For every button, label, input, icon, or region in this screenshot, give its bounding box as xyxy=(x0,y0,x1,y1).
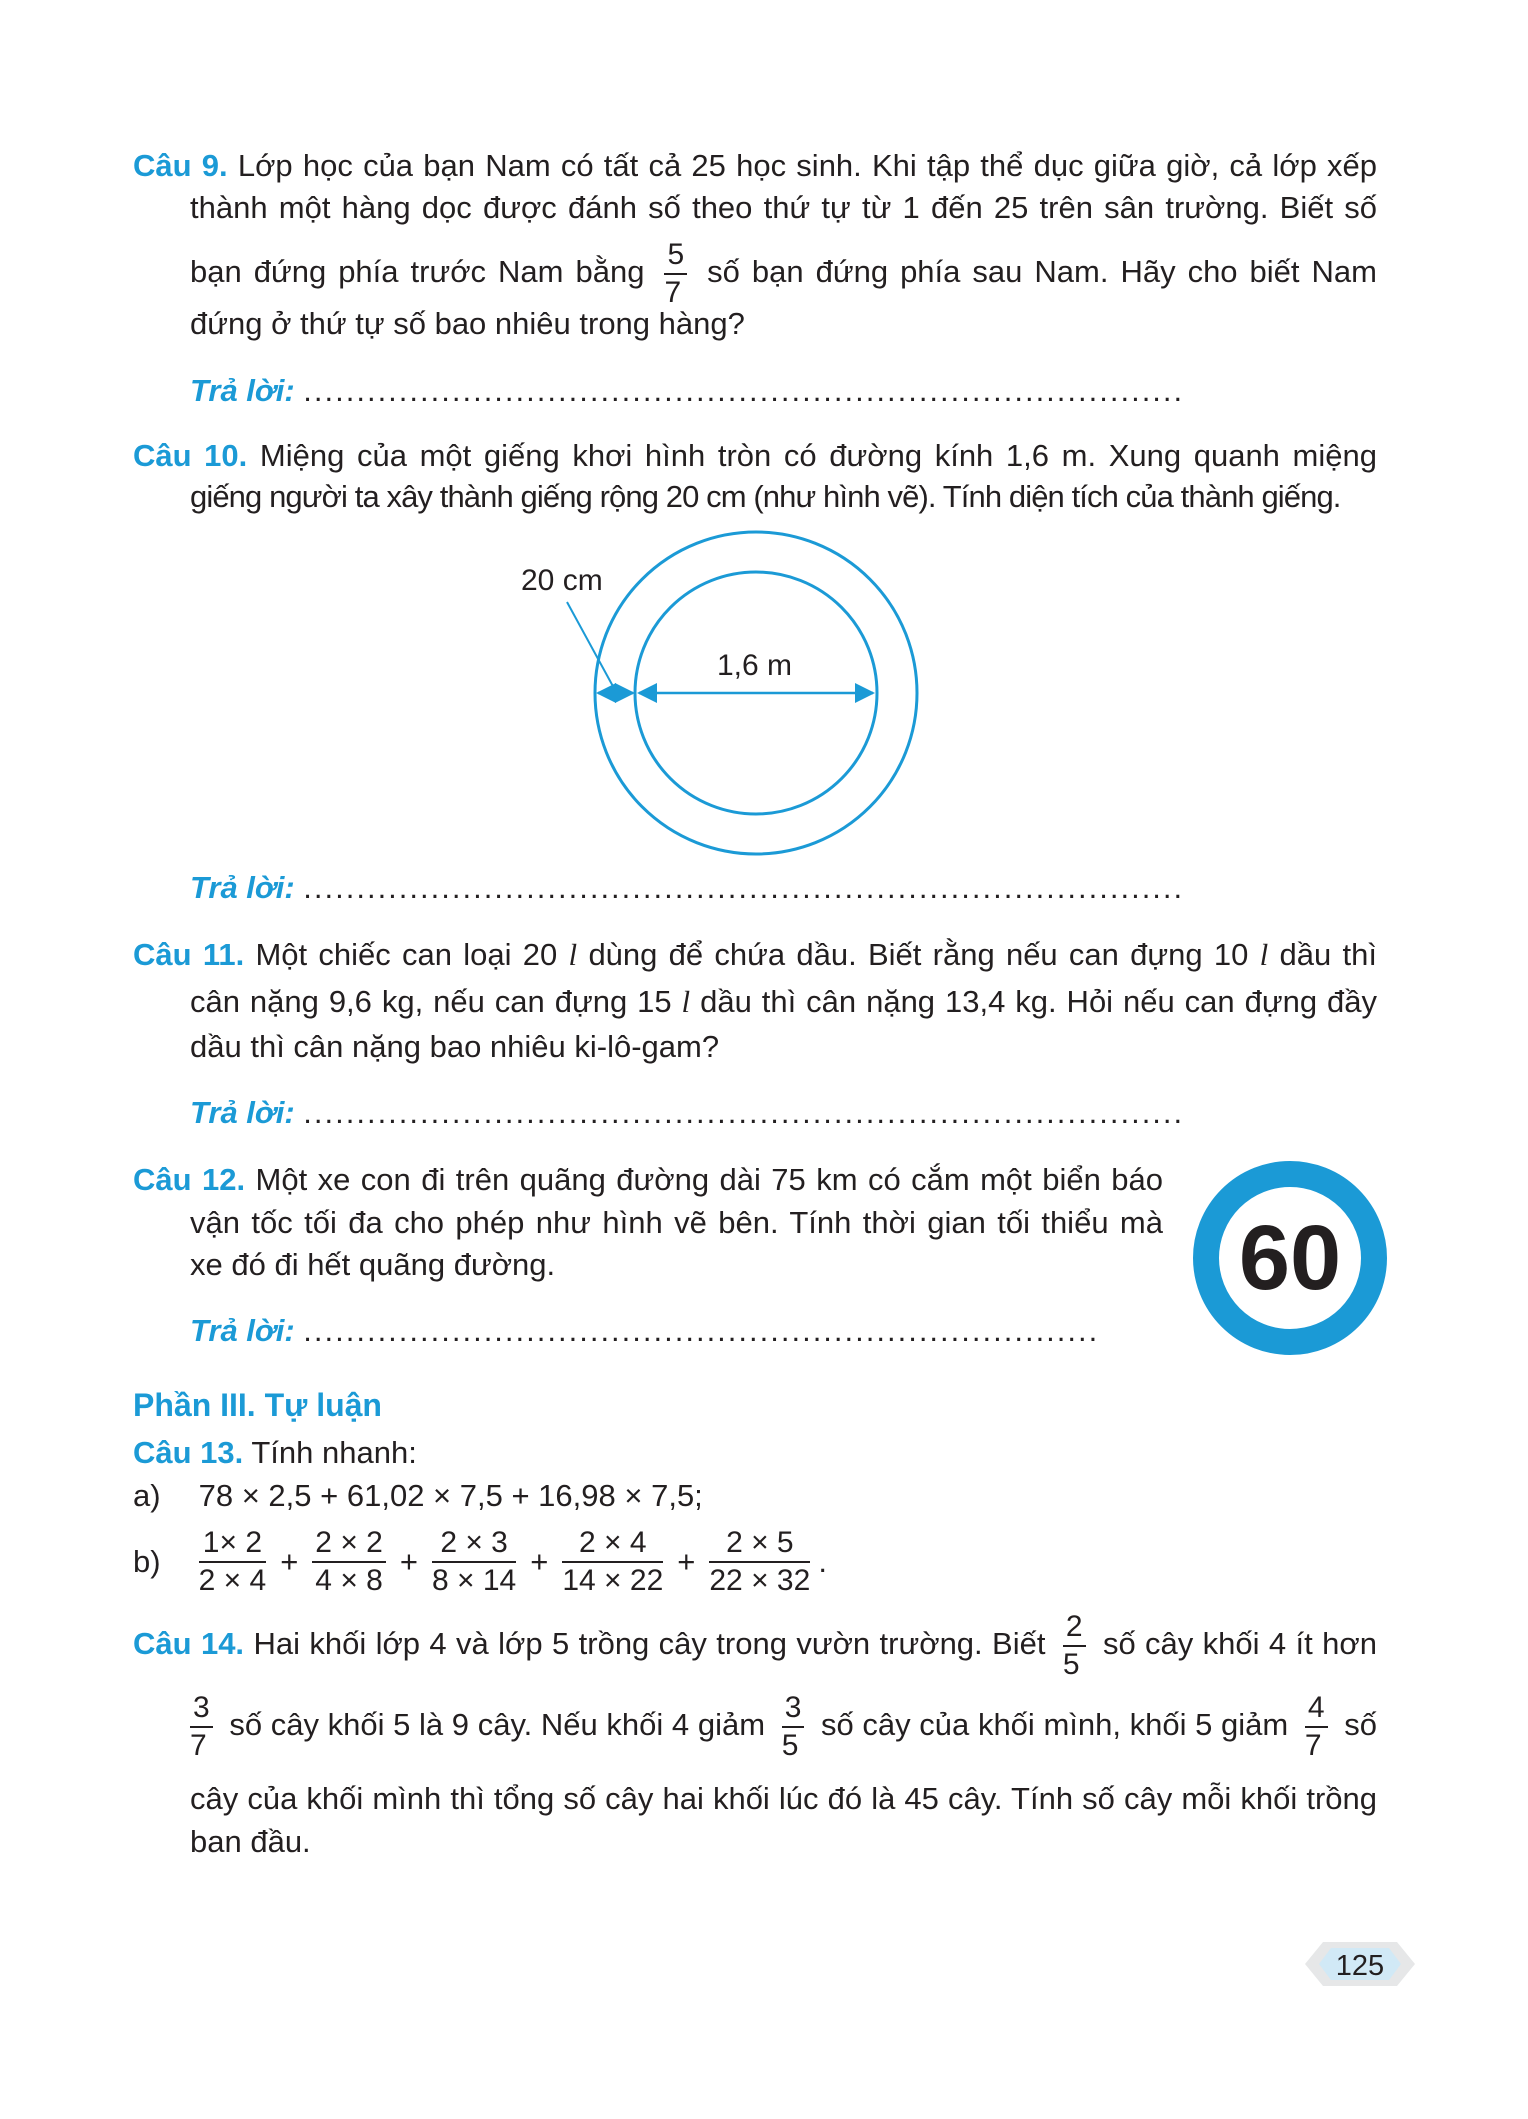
width-leader-line xyxy=(567,602,615,690)
q12-text-1: Một xe con đi trên quãng đường dài 75 km có cắm một biển báo xyxy=(255,1162,1163,1197)
q14-fraction-4: $\frac{4}{7}$ xyxy=(1305,1693,1328,1761)
q9-line-4 xyxy=(190,304,745,344)
q9-label: Câu 9. xyxy=(133,148,228,183)
q9-text-3b: số bạn đứng phía sau Nam. Hãy cho biết Nam xyxy=(707,254,1377,290)
q10-answer xyxy=(190,868,1184,908)
q11-label: Câu 11. xyxy=(133,937,245,972)
q13-text: Tính nhanh: xyxy=(251,1435,417,1470)
plus-sign: + xyxy=(280,1543,299,1579)
answer-label: Trả lời: xyxy=(190,373,295,408)
q14-label: Câu 14. xyxy=(133,1626,245,1662)
q9-fraction: $\frac{5}{7}$ xyxy=(664,240,687,308)
q11-text-1b: dùng để chứa dầu. Biết rằng nếu can đựng 10 xyxy=(588,937,1249,972)
well-figure xyxy=(505,530,925,860)
answer-label: Trả lời: xyxy=(190,1313,295,1348)
q13-a xyxy=(133,1476,703,1516)
q10-line-2 xyxy=(190,477,1341,517)
q11-text-2a: cân nặng 9,6 kg, nếu can đựng 15 xyxy=(190,984,672,1019)
q14-line-4 xyxy=(190,1822,311,1862)
q13-b-fraction-2: $\frac{2 \times 2}{4 \times 8}$ xyxy=(312,1528,386,1596)
q9-text-3a: bạn đứng phía trước Nam bằng xyxy=(190,254,645,290)
q11-text-3: dầu thì cân nặng bao nhiêu ki-lô-gam? xyxy=(190,1029,720,1064)
answer-dots: ................................................................................... xyxy=(303,1095,1185,1130)
plus-sign: + xyxy=(530,1543,549,1579)
answer-dots: ................................................................................... xyxy=(303,373,1185,408)
q9-text-4: đứng ở thứ tự số bao nhiêu trong hàng? xyxy=(190,306,745,341)
plus-sign: + xyxy=(399,1543,418,1579)
q14-fraction-3: $\frac{3}{5}$ xyxy=(782,1693,805,1761)
q10-label: Câu 10. xyxy=(133,438,248,473)
liter-unit: l xyxy=(1259,937,1269,972)
q11-line-2 xyxy=(190,982,1377,1022)
page-number: 125 xyxy=(1335,1950,1385,1982)
page-number-badge xyxy=(1305,1936,1415,1992)
speed-limit-sign xyxy=(1190,1158,1390,1358)
q14-text-4: ban đầu. xyxy=(190,1824,311,1859)
liter-unit: l xyxy=(568,937,578,972)
q14-text-1a: Hai khối lớp 4 và lớp 5 trồng cây trong vườn trường. Biết xyxy=(253,1626,1046,1662)
q14-text-3: cây của khối mình thì tổng số cây hai khối lúc đó là 45 cây. Tính số cây mỗi khối trồng xyxy=(190,1781,1377,1816)
liter-unit: l xyxy=(681,984,691,1019)
q13-b-fraction-4: $\frac{2 \times 4}{14 \times 22}$ xyxy=(562,1525,664,1597)
q14-line-1 xyxy=(133,1612,1377,1680)
q14-text-2a: số cây khối 5 là 9 cây. Nếu khối 4 giảm xyxy=(229,1707,766,1743)
answer-dots: ................................................................................... xyxy=(303,870,1185,905)
q14-fraction-1: $\frac{2}{5}$ xyxy=(1063,1612,1086,1680)
answer-label: Trả lời: xyxy=(190,870,295,905)
plus-sign: + xyxy=(677,1543,696,1579)
q9-line-2 xyxy=(190,188,1377,228)
answer-label: Trả lời: xyxy=(190,1095,295,1130)
q14-text-2c: số xyxy=(1344,1707,1377,1743)
q14-fraction-2: $\frac{3}{7}$ xyxy=(190,1693,213,1761)
q10-text-2: giếng người ta xây thành giếng rộng 20 cm (như hình vẽ). Tính diện tích của thành giếng. xyxy=(190,479,1341,514)
q13-b xyxy=(133,1525,827,1595)
q14-text-1b: số cây khối 4 ít hơn xyxy=(1102,1626,1377,1662)
q11-text-1a: Một chiếc can loại 20 xyxy=(255,937,558,972)
q13-b-fraction-3: $\frac{2 \times 3}{8 \times 14}$ xyxy=(431,1525,517,1597)
q11-line-1 xyxy=(133,935,1377,975)
q13-line xyxy=(133,1433,417,1473)
diameter-label: 1,6 m xyxy=(717,649,793,682)
q11-text-2b: dầu thì cân nặng 13,4 kg. Hỏi nếu can đựng đầy xyxy=(700,984,1377,1019)
q9-answer xyxy=(190,371,1184,411)
answer-dots: ........................................................................... xyxy=(303,1313,1100,1348)
q13-b-label: b) xyxy=(133,1543,161,1579)
q13-b-fraction-5: $\frac{2 \times 5}{22 \times 32}$ xyxy=(709,1525,811,1597)
q12-line-3 xyxy=(190,1245,555,1285)
q11-answer xyxy=(190,1093,1184,1133)
q11-text-1c: dầu thì xyxy=(1279,937,1377,972)
q14-text-2b: số cây của khối mình, khối 5 giảm xyxy=(821,1707,1289,1743)
q13-a-label: a) xyxy=(133,1478,161,1513)
q9-text-1: Lớp học của bạn Nam có tất cả 25 học sinh. Khi tập thể dục giữa giờ, cả lớp xếp xyxy=(237,148,1378,183)
q9-line-1 xyxy=(133,146,1377,186)
speed-limit-value: 60 xyxy=(1238,1207,1342,1309)
q14-line-3 xyxy=(190,1779,1377,1819)
part3-title: Phần III. Tự luận xyxy=(133,1387,382,1423)
q12-label: Câu 12. xyxy=(133,1162,246,1197)
q9-text-2: thành một hàng dọc được đánh số theo thứ tự từ 1 đến 25 trên sân trường. Biết số xyxy=(190,190,1377,225)
q12-answer xyxy=(190,1311,1099,1351)
q12-line-2 xyxy=(190,1203,1163,1243)
q13-b-fraction-1: $\frac{1\times 2}{2 \times 4}$ xyxy=(198,1525,267,1597)
q14-line-2 xyxy=(190,1693,1377,1761)
q12-text-3: xe đó đi hết quãng đường. xyxy=(190,1247,556,1282)
width-label: 20 cm xyxy=(521,564,603,597)
q13-label: Câu 13. xyxy=(133,1435,244,1470)
q12-line-1 xyxy=(133,1160,1163,1200)
q13-a-expression: 78 × 2,5 + 61,02 × 7,5 + 16,98 × 7,5; xyxy=(198,1478,703,1513)
q11-line-3 xyxy=(190,1027,719,1067)
q13-b-end: . xyxy=(818,1543,827,1579)
q12-text-2: vận tốc tối đa cho phép như hình vẽ bên. Tính thời gian tối thiểu mà xyxy=(190,1205,1163,1240)
q10-text-1: Miệng của một giếng khơi hình tròn có đường kính 1,6 m. Xung quanh miệng xyxy=(259,438,1377,473)
q10-line-1 xyxy=(133,436,1377,476)
q9-line-3 xyxy=(190,240,1377,308)
